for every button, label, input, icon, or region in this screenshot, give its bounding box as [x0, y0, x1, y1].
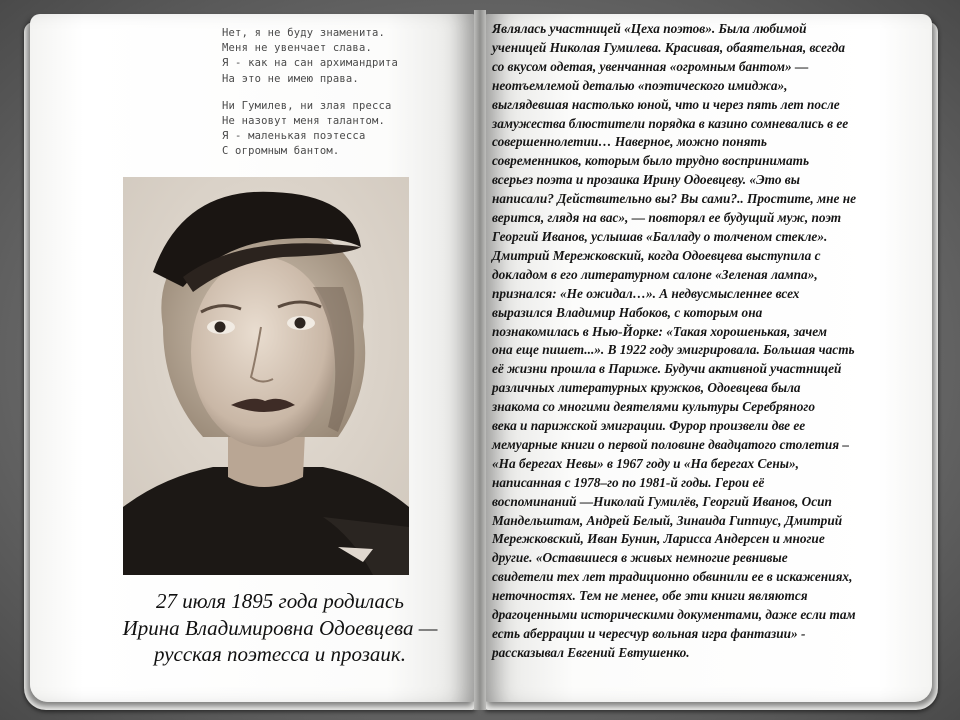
- article-line: Георгий Иванов, услышав «Балладу о толченом стекле».: [492, 228, 828, 244]
- article-line: воспоминаний —Николай Гумилёв, Георгий Иванов, Осип: [492, 493, 832, 509]
- poem-line: Ни Гумилев, ни злая пресса: [222, 99, 392, 112]
- article-line: знакома со многими деятелями культуры Серебряного: [492, 399, 815, 415]
- article-line: познакомилась в Нью-Йорке: «Такая хорошенькая, зачем: [492, 323, 827, 339]
- article-line: Мережковский, Иван Бунин, Ларисса Андерсен и многие: [492, 531, 825, 547]
- poem-line: Меня не увенчает слава.: [222, 42, 372, 55]
- article-line: её жизни прошла в Париже. Будучи активной участницей: [492, 361, 842, 377]
- article-text: [492, 20, 932, 663]
- article-line: написали? Действительно вы? Вы сами?.. Простите, мне не: [492, 191, 857, 207]
- article-line: выразился Владимир Набоков, с которым она: [492, 304, 763, 320]
- article-line: рассказывал Евгений Евтушенко.: [492, 644, 690, 660]
- portrait-photo: [123, 177, 409, 575]
- poem-line: На это не имею права.: [222, 72, 359, 85]
- article-line: докладом в его литературном салоне «Зеленая лампа»,: [492, 266, 818, 282]
- article-line: совершеннолетии… Наверное, можно понять: [492, 134, 767, 150]
- article-line: выглядевшая настолько юной, что и через пять лет после: [492, 96, 840, 112]
- caption: [70, 588, 490, 668]
- article-line: ученицей Николая Гумилева. Красивая, обаятельная, всегда: [492, 39, 846, 55]
- article-line: признался: «Не ожидал…». А недвусмысленнее всех: [492, 285, 800, 301]
- caption-line: Ирина Владимировна Одоевцева —: [122, 615, 438, 640]
- poem-line: Не назовут меня талантом.: [222, 115, 386, 128]
- article-line: замужества блюстители порядка в казино сомневались в ее: [492, 115, 849, 131]
- article-line: драгоценными историческими документами, даже если там: [492, 607, 856, 623]
- article-line: различных литературных кружков, Одоевцева была: [492, 380, 801, 396]
- article-line: века и парижской эмиграции. Фурор произвели две ее: [492, 418, 806, 434]
- article-line: другие. «Оставшиеся в живых немногие ревнивые: [492, 550, 788, 566]
- caption-line: русская поэтесса и прозаик.: [154, 642, 406, 666]
- article-line: всерьез поэта и прозаика Ирину Одоевцеву. «Это вы: [492, 172, 800, 188]
- article-line: современников, которым было трудно воспринимать: [492, 153, 810, 169]
- article-line: «На берегах Невы» в 1967 году и «На берегах Сены»,: [492, 455, 799, 471]
- right-page: [484, 14, 932, 702]
- article-line: верится, глядя на вас», — повторял ее будущий муж, поэт: [492, 210, 842, 226]
- article-line: неточностях. Тем не менее, обе эти книги являются: [492, 588, 808, 604]
- article-line: есть аберрации и чересчур вольная игра фантазии» -: [492, 626, 806, 641]
- poem-stanza: [222, 99, 462, 160]
- poem-line: Я - как на сан архимандрита: [222, 57, 399, 70]
- article-line: она еще пишет...». В 1922 году эмигрировала. Большая часть: [492, 342, 855, 358]
- article-line: Являлась участницей «Цеха поэтов». Была любимой: [492, 21, 807, 36]
- poem: [222, 26, 462, 172]
- poem-stanza: [222, 26, 462, 87]
- caption-line: 27 июля 1895 года родилась: [156, 589, 404, 613]
- article-line: Дмитрий Мережковский, когда Одоевцева выступила с: [492, 247, 821, 263]
- article-line: написанная с 1978–го по 1981-й годы. Герои её: [492, 474, 765, 490]
- poem-line: Нет, я не буду знаменита.: [222, 27, 386, 39]
- book-spine: [474, 10, 486, 710]
- poem-line: Я - маленькая поэтесса: [222, 130, 366, 143]
- article-line: мемуарные книги о первой половине двадцатого столетия –: [492, 436, 850, 452]
- poem-line: С огромным бантом.: [222, 145, 340, 158]
- left-page: [30, 14, 476, 702]
- article-line: Мандельштам, Андрей Белый, Зинаида Гиппиус, Дмитрий: [492, 512, 843, 528]
- article-line: со вкусом одетая, увенчанная «огромным бантом» —: [492, 58, 809, 74]
- article-line: свидетели тех лет традиционно обвинили ее в искажениях,: [492, 569, 853, 585]
- article-line: неотъемлемой деталью «поэтического имиджа»,: [492, 77, 788, 93]
